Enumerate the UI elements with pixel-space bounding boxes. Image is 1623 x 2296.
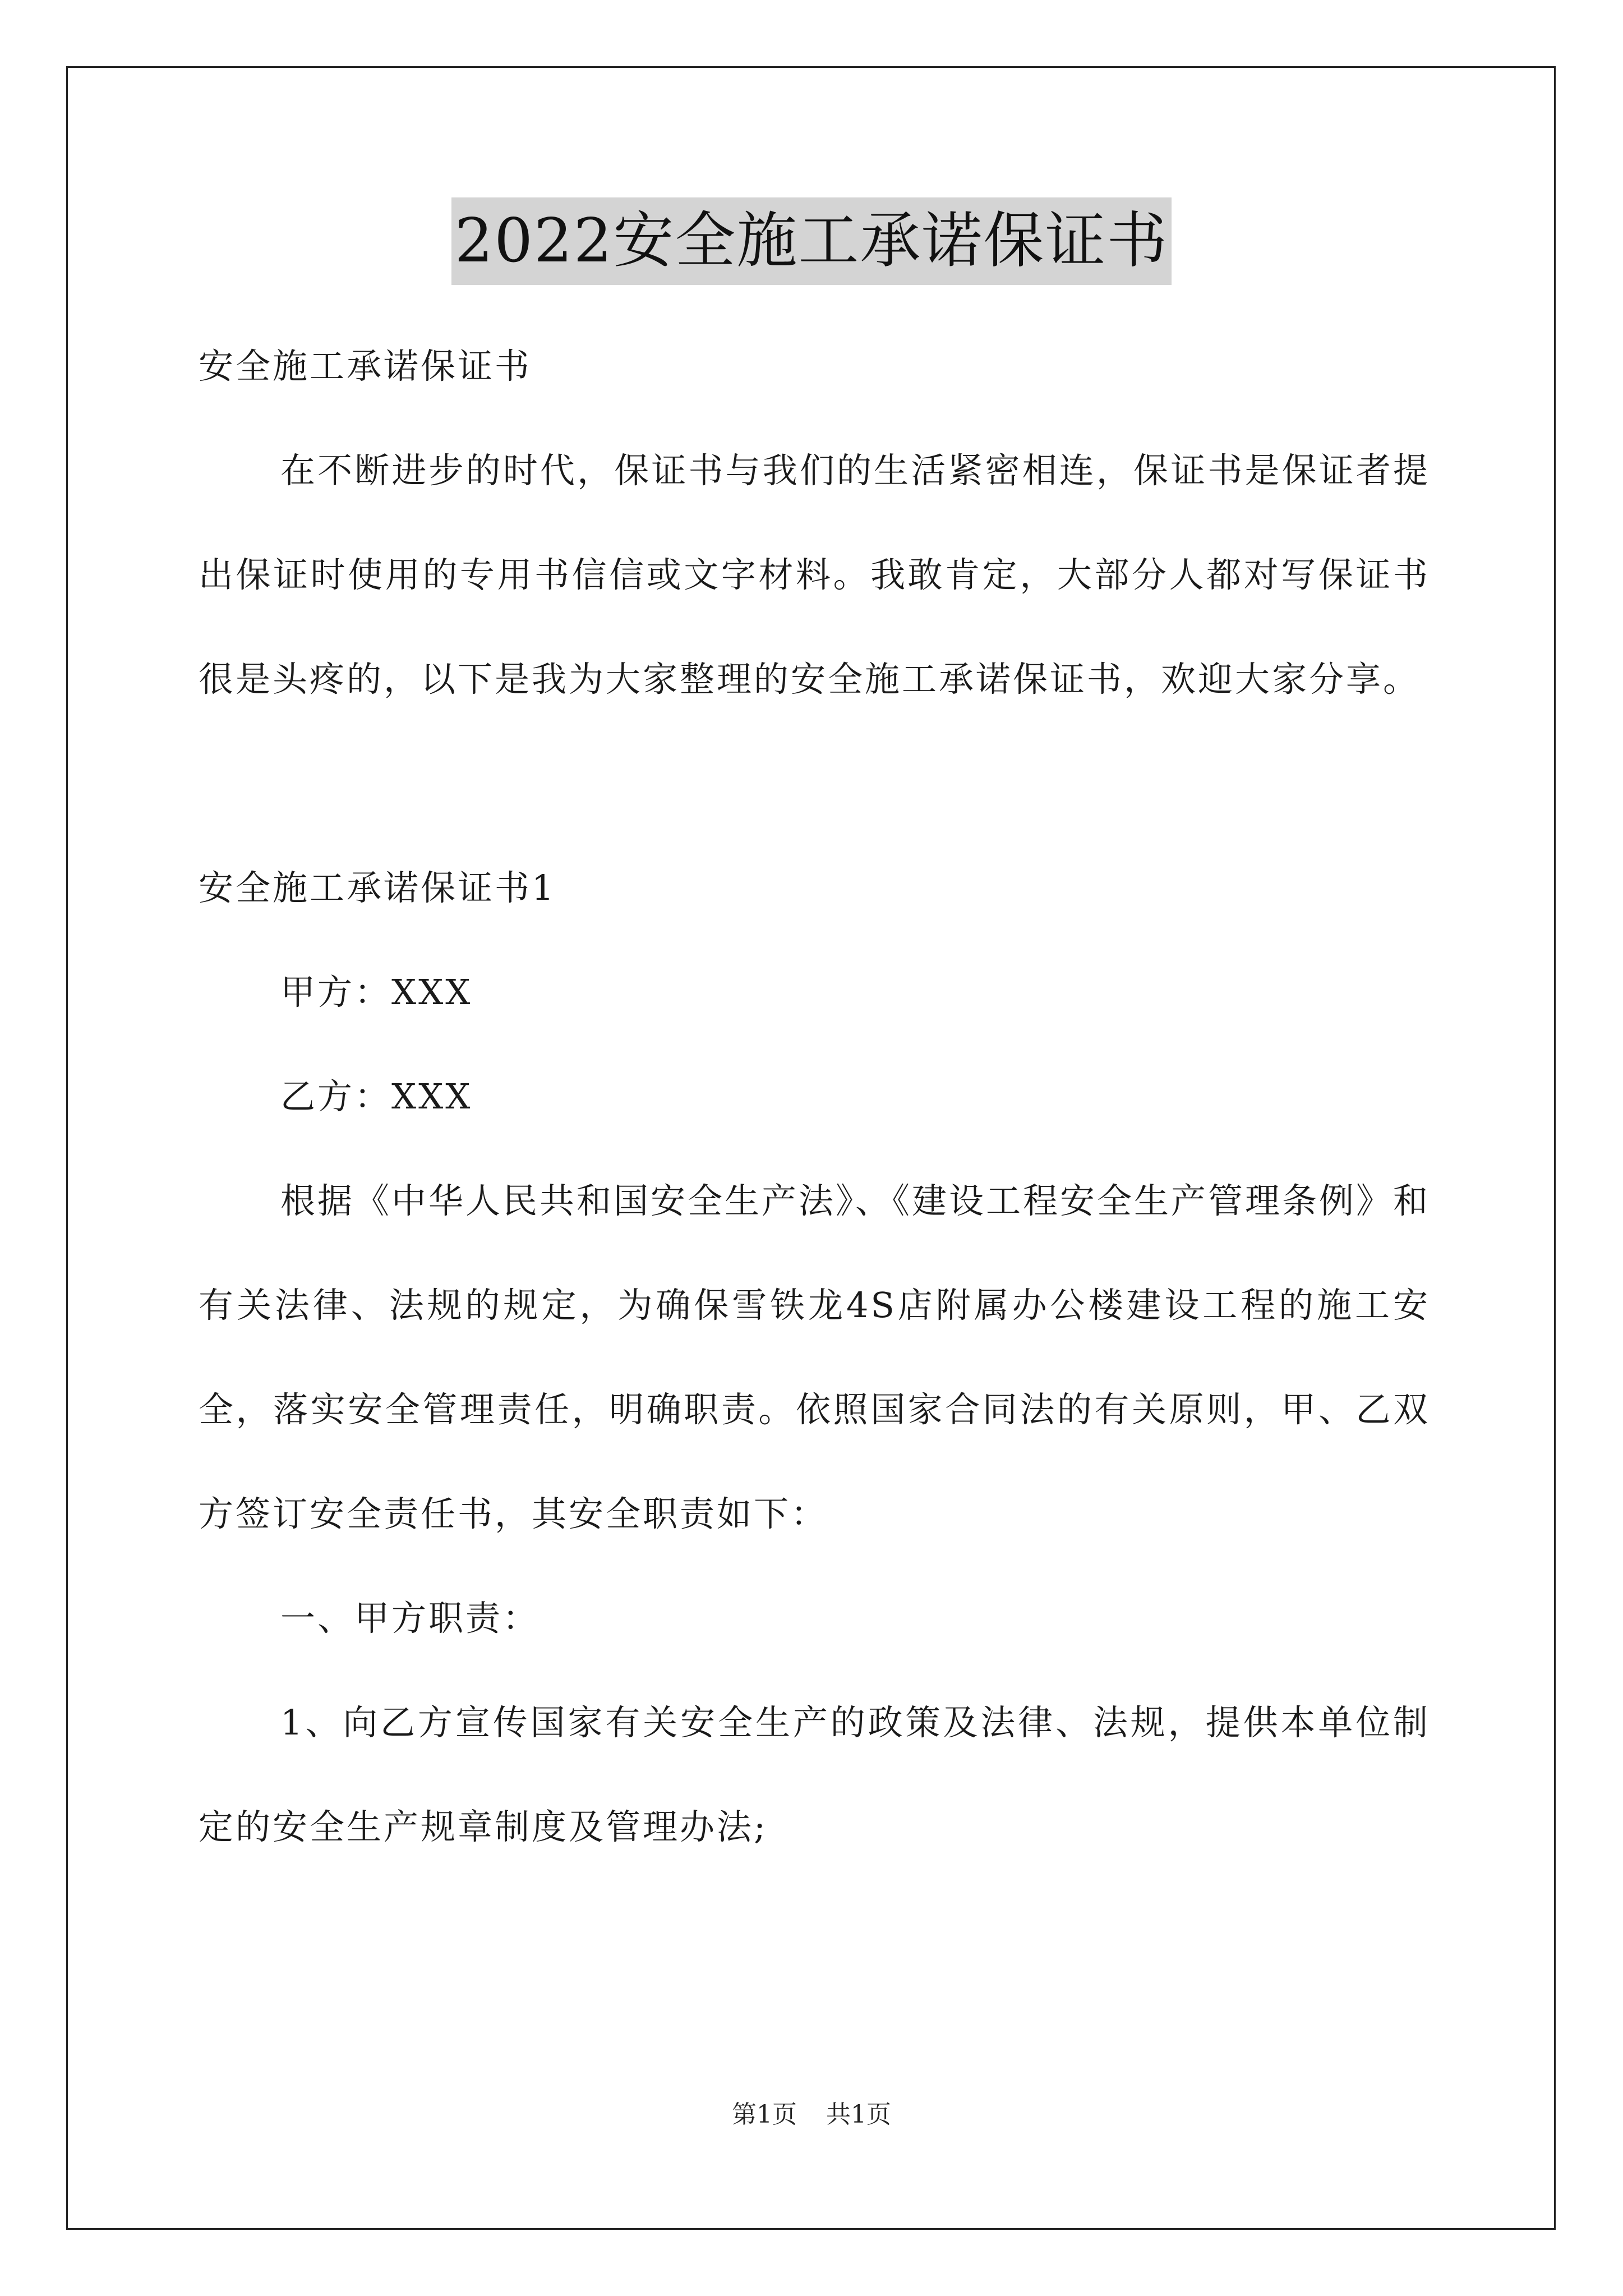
party-b-line: 乙方：XXX (280, 1076, 473, 1117)
document-title: 2022安全施工承诺保证书 (451, 197, 1172, 285)
party-a-line: 甲方：XXX (280, 972, 473, 1013)
title-area (0, 197, 1623, 285)
duties-heading: 一、甲方职责： (280, 1598, 540, 1639)
page-footer (0, 2098, 1623, 2132)
paragraph-gap (199, 731, 1430, 836)
basis-paragraph: 根据《中华人民共和国安全生产法》、《建设工程安全生产管理条例》和有关法律、法规的规定，为确保雪铁龙4S店附属办公楼建设工程的施工安全，落实安全管理责任，明确职责。依照国家合同法的有关原则，甲、乙双方签订安全责任书，其安全职责如下： (199, 1180, 1431, 1534)
page-number-total: 共1页 (826, 2100, 891, 2129)
section-heading: 安全施工承诺保证书1 (199, 867, 556, 908)
document-body (199, 314, 1430, 1879)
intro-paragraph: 在不断进步的时代，保证书与我们的生活紧密相连，保证书是保证者提出保证时使用的专用书信信或文字材料。我敢肯定，大部分人都对写保证书很是头疼的，以下是我为大家整理的安全施工承诺保证书，欢迎大家分享。 (199, 450, 1430, 700)
duty-item-1: 1、向乙方宣传国家有关安全生产的政策及法律、法规，提供本单位制定的安全生产规章制度及管理办法; (199, 1702, 1430, 1847)
subtitle: 安全施工承诺保证书 (199, 346, 532, 386)
page-number-current: 第1页 (732, 2100, 797, 2129)
